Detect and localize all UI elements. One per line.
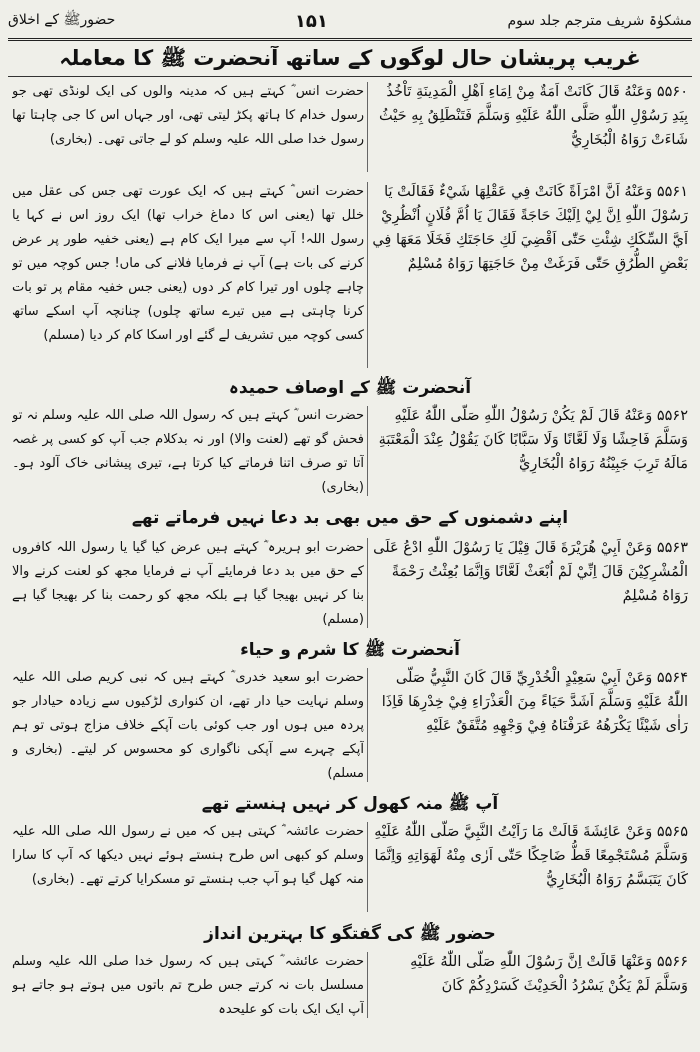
section-heading: آنحضرت ﷺ کے اوصاف حمیدہ xyxy=(228,378,472,398)
arabic-text-5564: ۵۵۶۴ وَعَنْ اَبِيْ سَعِيْدٍ الْخُدْرِيِّ قَالَ كَانَ النَّبِيُّ صَلَّى اللّٰهُ عَلَيْهِ وَسَلَّمَ اَشَدَّ حَيَاءً مِنَ الْعَذْرَاءِ فِيْ خِدْرِهَا فَاِذَا رَاٰى شَيْئًا يَكْرَهُهُ عَرَفْنَاهُ فِيْ وَجْهِهِ مُتَّفَقٌ عَلَيْهِ xyxy=(381,670,688,734)
divider xyxy=(8,76,692,77)
column-divider xyxy=(367,668,368,782)
arabic-text-5565: ۵۵۶۵ وَعَنْ عَائِشَةَ قَالَتْ مَا رَاَيْتُ النَّبِيَّ صَلَّى اللّٰهُ عَلَيْهِ وَسَلَّمَ مُسْتَجْمِعًا قَطُّ ضَاحِكًا حَتّٰى اَرٰى مِنْهُ لَهَوَاتِهِ وَاِنَّمَا كَانَ يَتَبَسَّمُ رَوَاهُ الْبُخَارِيُّ xyxy=(374,824,688,888)
arabic-text-5566: ۵۵۶۶ وَعَنْهَا قَالَتْ اِنَّ رَسُوْلَ اللّٰهِ صَلَّى اللّٰهُ عَلَيْهِ وَسَلَّمَ لَمْ يَكُنْ يَسْرُدُ الْحَدِيْثَ كَسَرْدِكُمْ كَانَ xyxy=(410,954,688,994)
urdu-translation-5561: حضرت انس ؓ کہتے ہیں کہ ایک عورت تھی جس کی عقل میں خلل تھا (یعنی اس کا دماغ خراب تھا) ایک روز اس نے کہا یا رسول اللہ! آپ سے میرا ایک کام ہے (یعنی خفیہ طور پر عرض کرنے کی بات ہے) آپ نے فرمایا فلانے کی ماں! جس کوچہ میں تو چاہے چلوں اور تیرا کام کر دوں (یعنی جس خفیہ مقام پر تو بات کرنا چاہتی ہے میں تیرے ساتھ چلوں) چنانچہ آپ اسکے ساتھ کسی کوچہ میں تشریف لے گئے اور اسکا کام کر دیا (مسلم) xyxy=(12,184,364,343)
urdu-translation-5565: حضرت عائشہ ؓ کہتی ہیں کہ میں نے رسول اللہ صلی اللہ علیہ وسلم کو کبھی اس طرح ہنستے ہوئے نہیں دیکھا کہ آپ کا سارا منہ کھل گیا ہو آپ جب ہنستے تو مسکرایا کرتے تھے۔ (بخاری) xyxy=(12,824,364,887)
urdu-translation-5566: حضرت عائشہ ؓ کہتی ہیں کہ رسول خدا صلی اللہ علیہ وسلم مسلسل بات نہ کرتے جس طرح تم باتوں میں ہوتے ہو جاتے ہو آپ ایک ایک بات کو علیحدہ xyxy=(12,954,364,1017)
column-divider xyxy=(367,82,368,172)
column-divider xyxy=(367,406,368,496)
book-title: مشکوٰۃ شریف مترجم جلد سوم xyxy=(507,13,692,29)
column-divider xyxy=(367,182,368,368)
section-heading: آنحضرت ﷺ کا شرم و حیاء xyxy=(240,640,460,660)
arabic-text-5561: ۵۵۶۱ وَعَنْهُ اَنَّ امْرَاَةً كَانَتْ فِي عَقْلِهَا شَيْءٌ فَقَالَتْ يَا رَسُوْلَ اللّٰهِ اِنَّ لِيْ اِلَيْكَ حَاجَةً فَقَالَ يَا اُمَّ فُلَانٍ اُنْظُرِيْ اَيَّ السِّكَكِ شِئْتِ حَتّٰى اَقْضِيَ لَكِ حَاجَتَكِ فَخَلَا مَعَهَا فِي بَعْضِ الطُّرُقِ حَتّٰى فَرَغَتْ مِنْ حَاجَتِهَا رَوَاهُ مُسْلِمٌ xyxy=(372,184,688,272)
arabic-text-5560: ۵۵۶۰ وَعَنْهُ قَالَ كَانَتْ اَمَةٌ مِنْ اِمَاءِ اَهْلِ الْمَدِينَةِ تَاْخُذُ بِيَدِ رَسُوْلِ اللّٰهِ صَلَّى اللّٰهُ عَلَيْهِ وَسَلَّمَ فَتَنْطَلِقُ بِهِ حَيْثُ شَاءَتْ رَوَاهُ الْبُخَارِيُّ xyxy=(379,84,688,148)
header-rule xyxy=(8,38,692,41)
column-divider xyxy=(367,952,368,1018)
urdu-translation-5560: حضرت انس ؓ کہتے ہیں کہ مدینہ والوں کی ایک لونڈی تھی جو رسول خدام کا ہاتھ پکڑ لیتی تھی، اور جہاں اس کا جی چاہتا تھا رسول خدا صلی اللہ علیہ وسلم کو لے جاتی تھی۔ (بخاری) xyxy=(12,84,364,147)
chapter-title: غریب پریشان حال لوگوں کے ساتھ آنحضرت ﷺ کا معاملہ xyxy=(59,46,641,70)
column-divider xyxy=(367,822,368,912)
chapter-name: حضورﷺ کے اخلاق xyxy=(8,12,116,28)
arabic-text-5563: ۵۵۶۳ وَعَنْ اَبِيْ هُرَيْرَةَ قَالَ قِيْلَ يَا رَسُوْلَ اللّٰهِ ادْعُ عَلَى الْمُشْرِكِيْنَ قَالَ اِنِّيْ لَمْ اُبْعَثْ لَعَّانًا وَاِنَّمَا بُعِثْتُ رَحْمَةً رَوَاهُ مُسْلِمٌ xyxy=(373,540,688,604)
page-header xyxy=(8,6,692,36)
column-divider xyxy=(367,538,368,628)
section-heading: آپ ﷺ منہ کھول کر نہیں ہنستے تھے xyxy=(201,794,499,814)
section-heading: اپنے دشمنوں کے حق میں بھی بد دعا نہیں فرماتے تھے xyxy=(131,508,569,528)
section-heading: حضور ﷺ کی گفتگو کا بہترین انداز xyxy=(204,924,496,944)
arabic-text-5562: ۵۵۶۲ وَعَنْهُ قَالَ لَمْ يَكُنْ رَسُوْلُ اللّٰهِ صَلَّى اللّٰهُ عَلَيْهِ وَسَلَّمَ فَاحِشًا وَلَا لَعَّانًا وَلَا سَبَّابًا كَانَ يَقُوْلُ عِنْدَ الْمَعْتَبَةِ مَالَهُ تَرِبَ جَبِيْنُهُ رَوَاهُ الْبُخَارِيُّ xyxy=(378,408,688,472)
urdu-translation-5563: حضرت ابو ہریرہ ؓ کہتے ہیں عرض کیا گیا یا رسول اللہ کافروں کے حق میں بد دعا فرمایئے آپ نے فرمایا مجھ کو لعنت کرنے والا بنا کر نہیں بھیجا گیا ہے بلکہ مجھ کو رحمت بنا کر بھیجا گیا ہے (مسلم) xyxy=(12,540,364,627)
book-page xyxy=(8,6,692,1046)
urdu-translation-5562: حضرت انس ؓ کہتے ہیں کہ رسول اللہ صلی اللہ علیہ وسلم نہ تو فحش گو تھے (لعنت والا) اور نہ بدکلام جب آپ کو کسی پر غصہ آتا تو صرف اتنا فرماتے کیا کرتا ہے، تیری پیشانی خاک آلود ہو۔ (بخاری) xyxy=(12,408,364,495)
urdu-translation-5564: حضرت ابو سعید خدری ؓ کہتے ہیں کہ نبی کریم صلی اللہ علیہ وسلم نہایت حیا دار تھے، ان کنواری لڑکیوں سے زیادہ حیادار جو پردہ میں ہوں اور جب کوئی بات آپکے خلاف مزاج ہوتی تو ہم آپکے چہرے سے آپکی ناگواری کو محسوس کر لیتے۔ (بخاری و مسلم) xyxy=(12,670,364,781)
page-number: ۱۵۱ xyxy=(294,10,328,32)
